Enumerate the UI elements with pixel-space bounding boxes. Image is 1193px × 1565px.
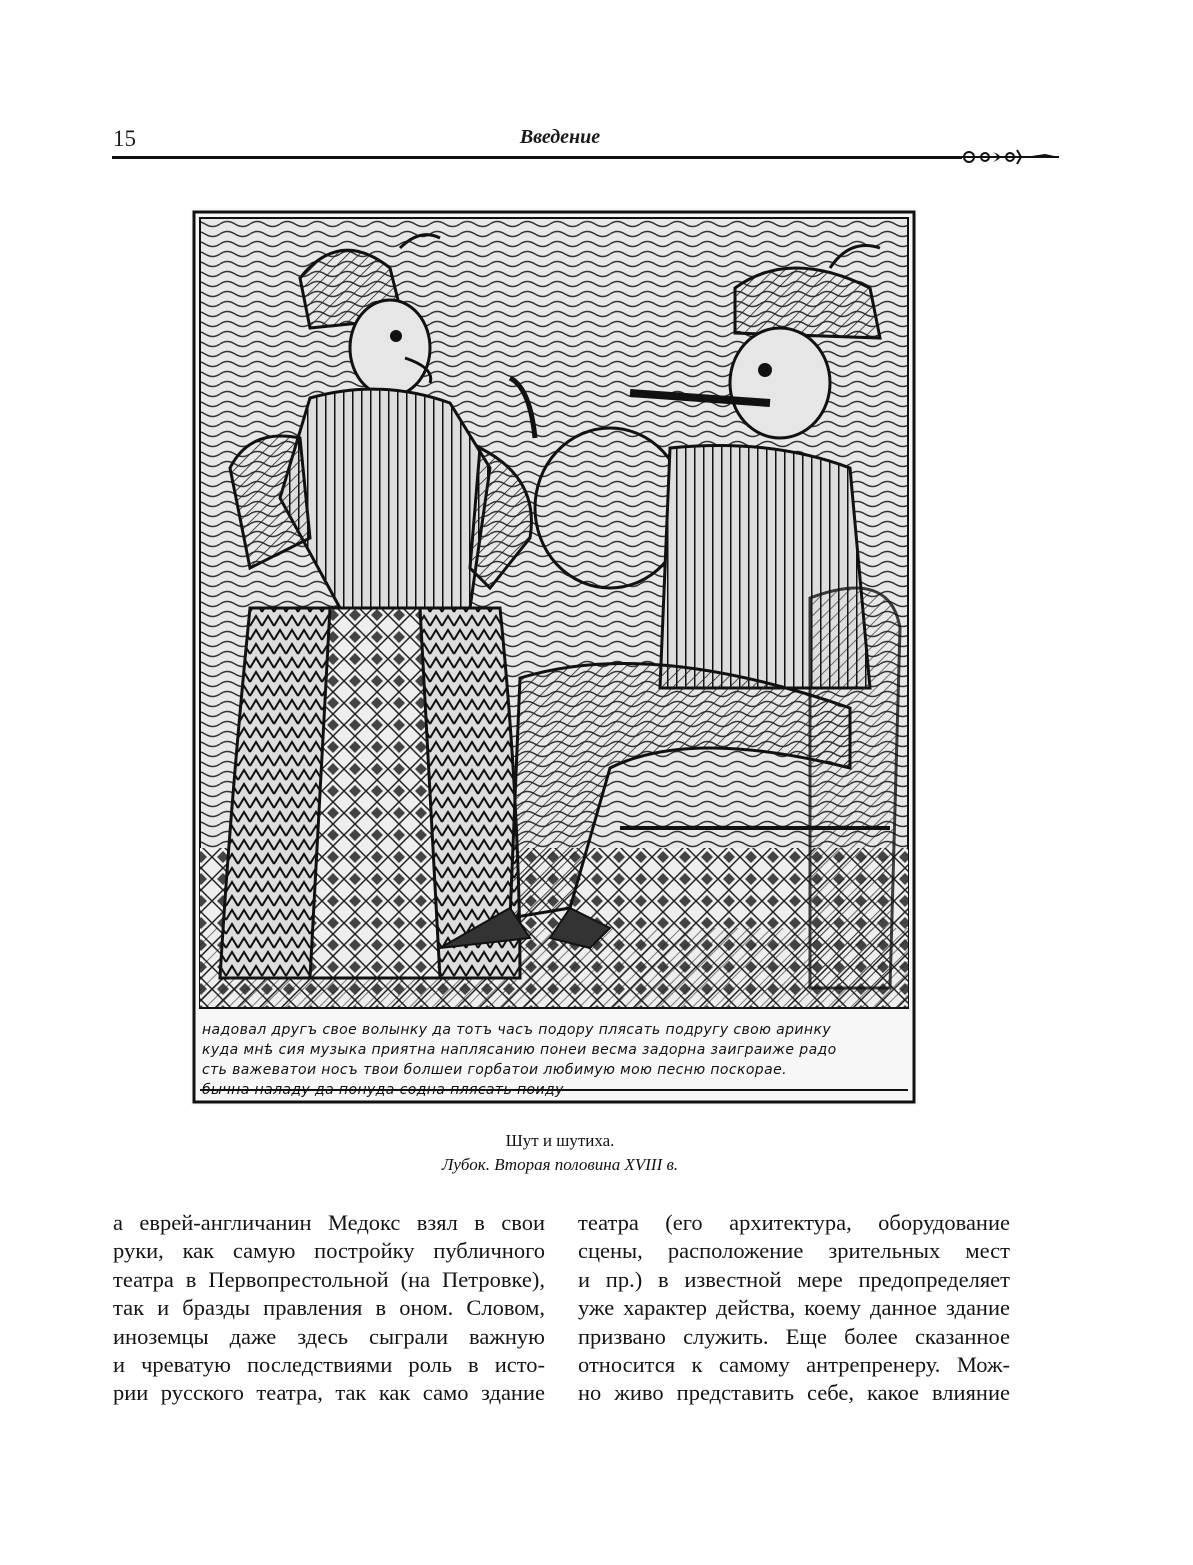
text-line: и пр.) в известной мере предопределяет bbox=[578, 1266, 1010, 1292]
text-line: руки, как самую постройку публичного bbox=[113, 1238, 545, 1264]
text-line: призвано служить. Еще более сказанное bbox=[578, 1323, 1010, 1349]
text-line: относится к самому антрепренеру. Мож- bbox=[578, 1352, 1010, 1378]
header-rule bbox=[112, 156, 962, 159]
inscription-line: надовал другъ свое волынку да тотъ часъ подору плясать подругу свою аринку bbox=[202, 1022, 832, 1038]
text-line: сцены, расположение зрительных мест bbox=[578, 1238, 1010, 1264]
text-line: уже характер действа, коему данное здание bbox=[578, 1295, 1010, 1321]
text-line: так и бразды правления в оном. Словом, bbox=[113, 1295, 545, 1321]
inscription-line: куда мнѣ сия музыка приятна наплясанию понеи весма задорна заиграиже радо bbox=[202, 1042, 837, 1058]
text-line: но живо представить себе, какое влияние bbox=[578, 1380, 1010, 1406]
ornament-flourish bbox=[955, 146, 1060, 168]
inscription-line: бычна наладу да понуда содна плясать поиду bbox=[202, 1082, 564, 1098]
text-line: и чреватую последствиями роль в исто- bbox=[113, 1352, 545, 1378]
lubok-illustration bbox=[190, 208, 918, 1106]
text-line: иноземцы даже здесь сыграли важную bbox=[113, 1323, 545, 1349]
text-line: рии русского театра, так как само здание bbox=[113, 1380, 545, 1406]
text-line: театра в Первопрестольной (на Петровке), bbox=[113, 1266, 545, 1292]
figure-caption-subtitle: Лубок. Вторая половина XVIII в. bbox=[441, 1155, 679, 1174]
page-number: 15 bbox=[113, 126, 136, 151]
text-column-left bbox=[113, 1209, 545, 1408]
running-title: Введение bbox=[519, 126, 601, 148]
text-line: а еврей-англичанин Медокс взял в свои bbox=[113, 1210, 545, 1235]
text-line: театра (его архитектура, оборудование bbox=[578, 1210, 1010, 1235]
text-column-right bbox=[578, 1209, 1010, 1408]
engraving-image bbox=[190, 208, 918, 1106]
engraved-inscription bbox=[202, 1020, 906, 1100]
inscription-line: сть важеватои носъ твои болшеи горбатои любимую мою песню поскорае. bbox=[202, 1062, 787, 1078]
figure-caption-title: Шут и шутиха. bbox=[505, 1131, 615, 1150]
